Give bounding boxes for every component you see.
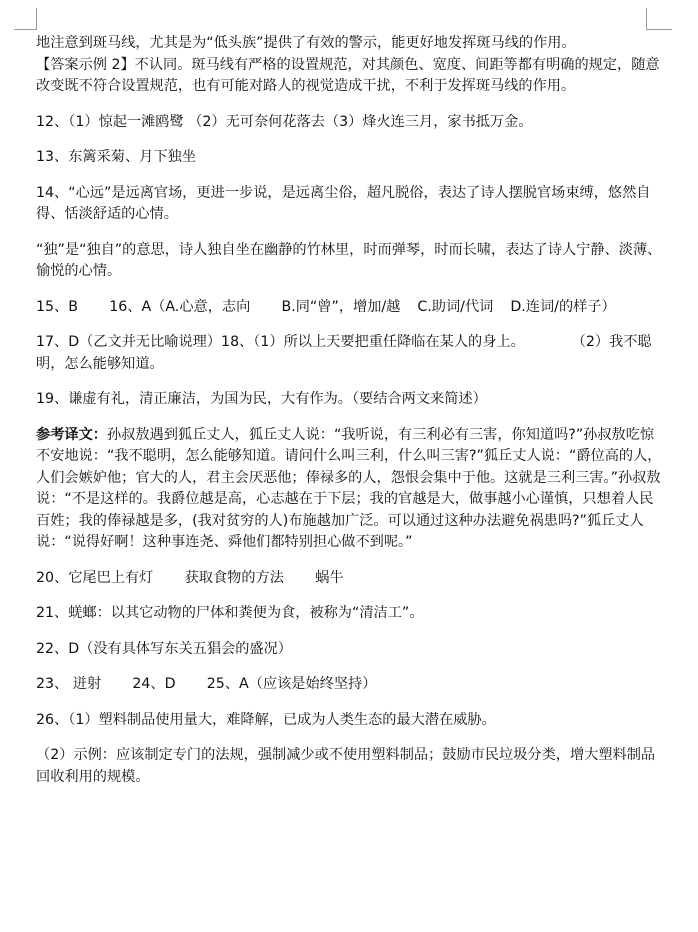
- crop-mark-top-left: [36, 8, 37, 30]
- answer-q20: [36, 568, 666, 590]
- answer-q20-b: 获取食物的方法: [184, 569, 284, 586]
- answer-q12: 12、（1）惊起一滩鸥鹭 （2）无可奈何花落去（3）烽火连三月，家书抵万金。: [36, 113, 533, 130]
- answer-q16-d: D.连词/的样子）: [510, 298, 616, 315]
- answer-q14: 14、“心远”是远离官场，更进一步说，是远离尘俗，超凡脱俗，表达了诗人摆脱官场束缚，悠然自得、恬淡舒适的心情。: [36, 184, 651, 222]
- answer-continuation: 地注意到斑马线，尤其是为“低头族”提供了有效的警示，能更好地发挥斑马线的作用。: [36, 35, 576, 51]
- answer-q20-c: 蜗牛: [315, 569, 344, 586]
- answer-q17-18: [36, 332, 666, 375]
- answer-content: [36, 33, 666, 788]
- answer-q15-16: [36, 297, 666, 319]
- answer-q23-25: [36, 674, 666, 696]
- answer-q25: 25、A（应该是始终坚持）: [206, 676, 377, 692]
- answer-q24: 24、D: [132, 676, 176, 692]
- answer-q16-b: B.同“曾”，增加/越: [281, 298, 401, 315]
- answer-q13: 13、东篱采菊、月下独坐: [36, 149, 196, 165]
- answer-q19: 19、谦虚有礼，清正廉洁，为国为民，大有作为。（要结合两文来简述）: [36, 391, 487, 407]
- answer-q18-b: （2）我不聪明，怎么能够知道。: [36, 334, 652, 372]
- answer-q15: 15、B: [36, 298, 78, 315]
- crop-mark-top-left-h: [14, 29, 36, 30]
- translation-label: 参考译文：: [36, 426, 107, 443]
- translation-text: 孙叔敖遇到狐丘丈人，狐丘丈人说：“我听说，有三利必有三害，你知道吗?”孙叔敖吃惊不安地说：“我不聪明，怎么能够知道。请问什么叫三利，什么叫三害?”狐丘丈人说：“爵位高的人，人们会嫉妒他；官大的人，君主会厌恶他；俸禄多的人，怨恨会集中于他。这就是三利三害。”孙叔敖说：“不是这样的。我爵位越是高，心志越在于下层；我的官越是大，做事越小心谨慎，只想着人民百姓；我的俸禄越是多，(我对贫穷的人)布施越加广泛。可以通过这种办法避免祸患吗?”狐丘丈人说：“说得好啊！这种事连尧、舜他们都特别担心做不到呢。”: [36, 426, 662, 550]
- answer-q14-b: “独”是“独自”的意思，诗人独自坐在幽静的竹林里，时而弹琴，时而长啸，表达了诗人宁静、淡薄、愉悦的心情。: [36, 241, 662, 279]
- answer-q23: 23、 迸射: [36, 676, 102, 692]
- crop-mark-top-right: [646, 8, 647, 30]
- reference-translation: [36, 425, 666, 554]
- answer-q16-c: C.助词/代词: [417, 298, 494, 315]
- answer-q16: 16、A（A.心意，志向: [109, 298, 251, 315]
- answer-q26: 26、（1）塑料制品使用量大，难降解，已成为人类生态的最大潜在威胁。: [36, 711, 496, 728]
- answer-q21: 21、蜣螂：以其它动物的尸体和粪便为食，被称为“清洁工”。: [36, 605, 424, 621]
- crop-mark-top-right-h: [646, 29, 672, 30]
- answer-q26-b: （2）示例：应该制定专门的法规，强制减少或不使用塑料制品；鼓励市民垃圾分类，增大塑料制品回收利用的规模。: [36, 747, 656, 785]
- answer-q22: 22、D（没有具体写东关五猖会的盛况）: [36, 640, 292, 657]
- answer-q20-a: 20、它尾巴上有灯: [36, 569, 154, 586]
- answer-q17: 17、D（乙文并无比喻说理）18、（1）所以上天要把重任降临在某人的身上。: [36, 334, 525, 350]
- answer-example-2: 【答案示例 2】不认同。斑马线有严格的设置规范，对其颜色、宽度、间距等都有明确的规定，随意改变既不符合设置规范，也有可能对路人的视觉造成干扰，不利于发挥斑马线的作用。: [36, 56, 660, 94]
